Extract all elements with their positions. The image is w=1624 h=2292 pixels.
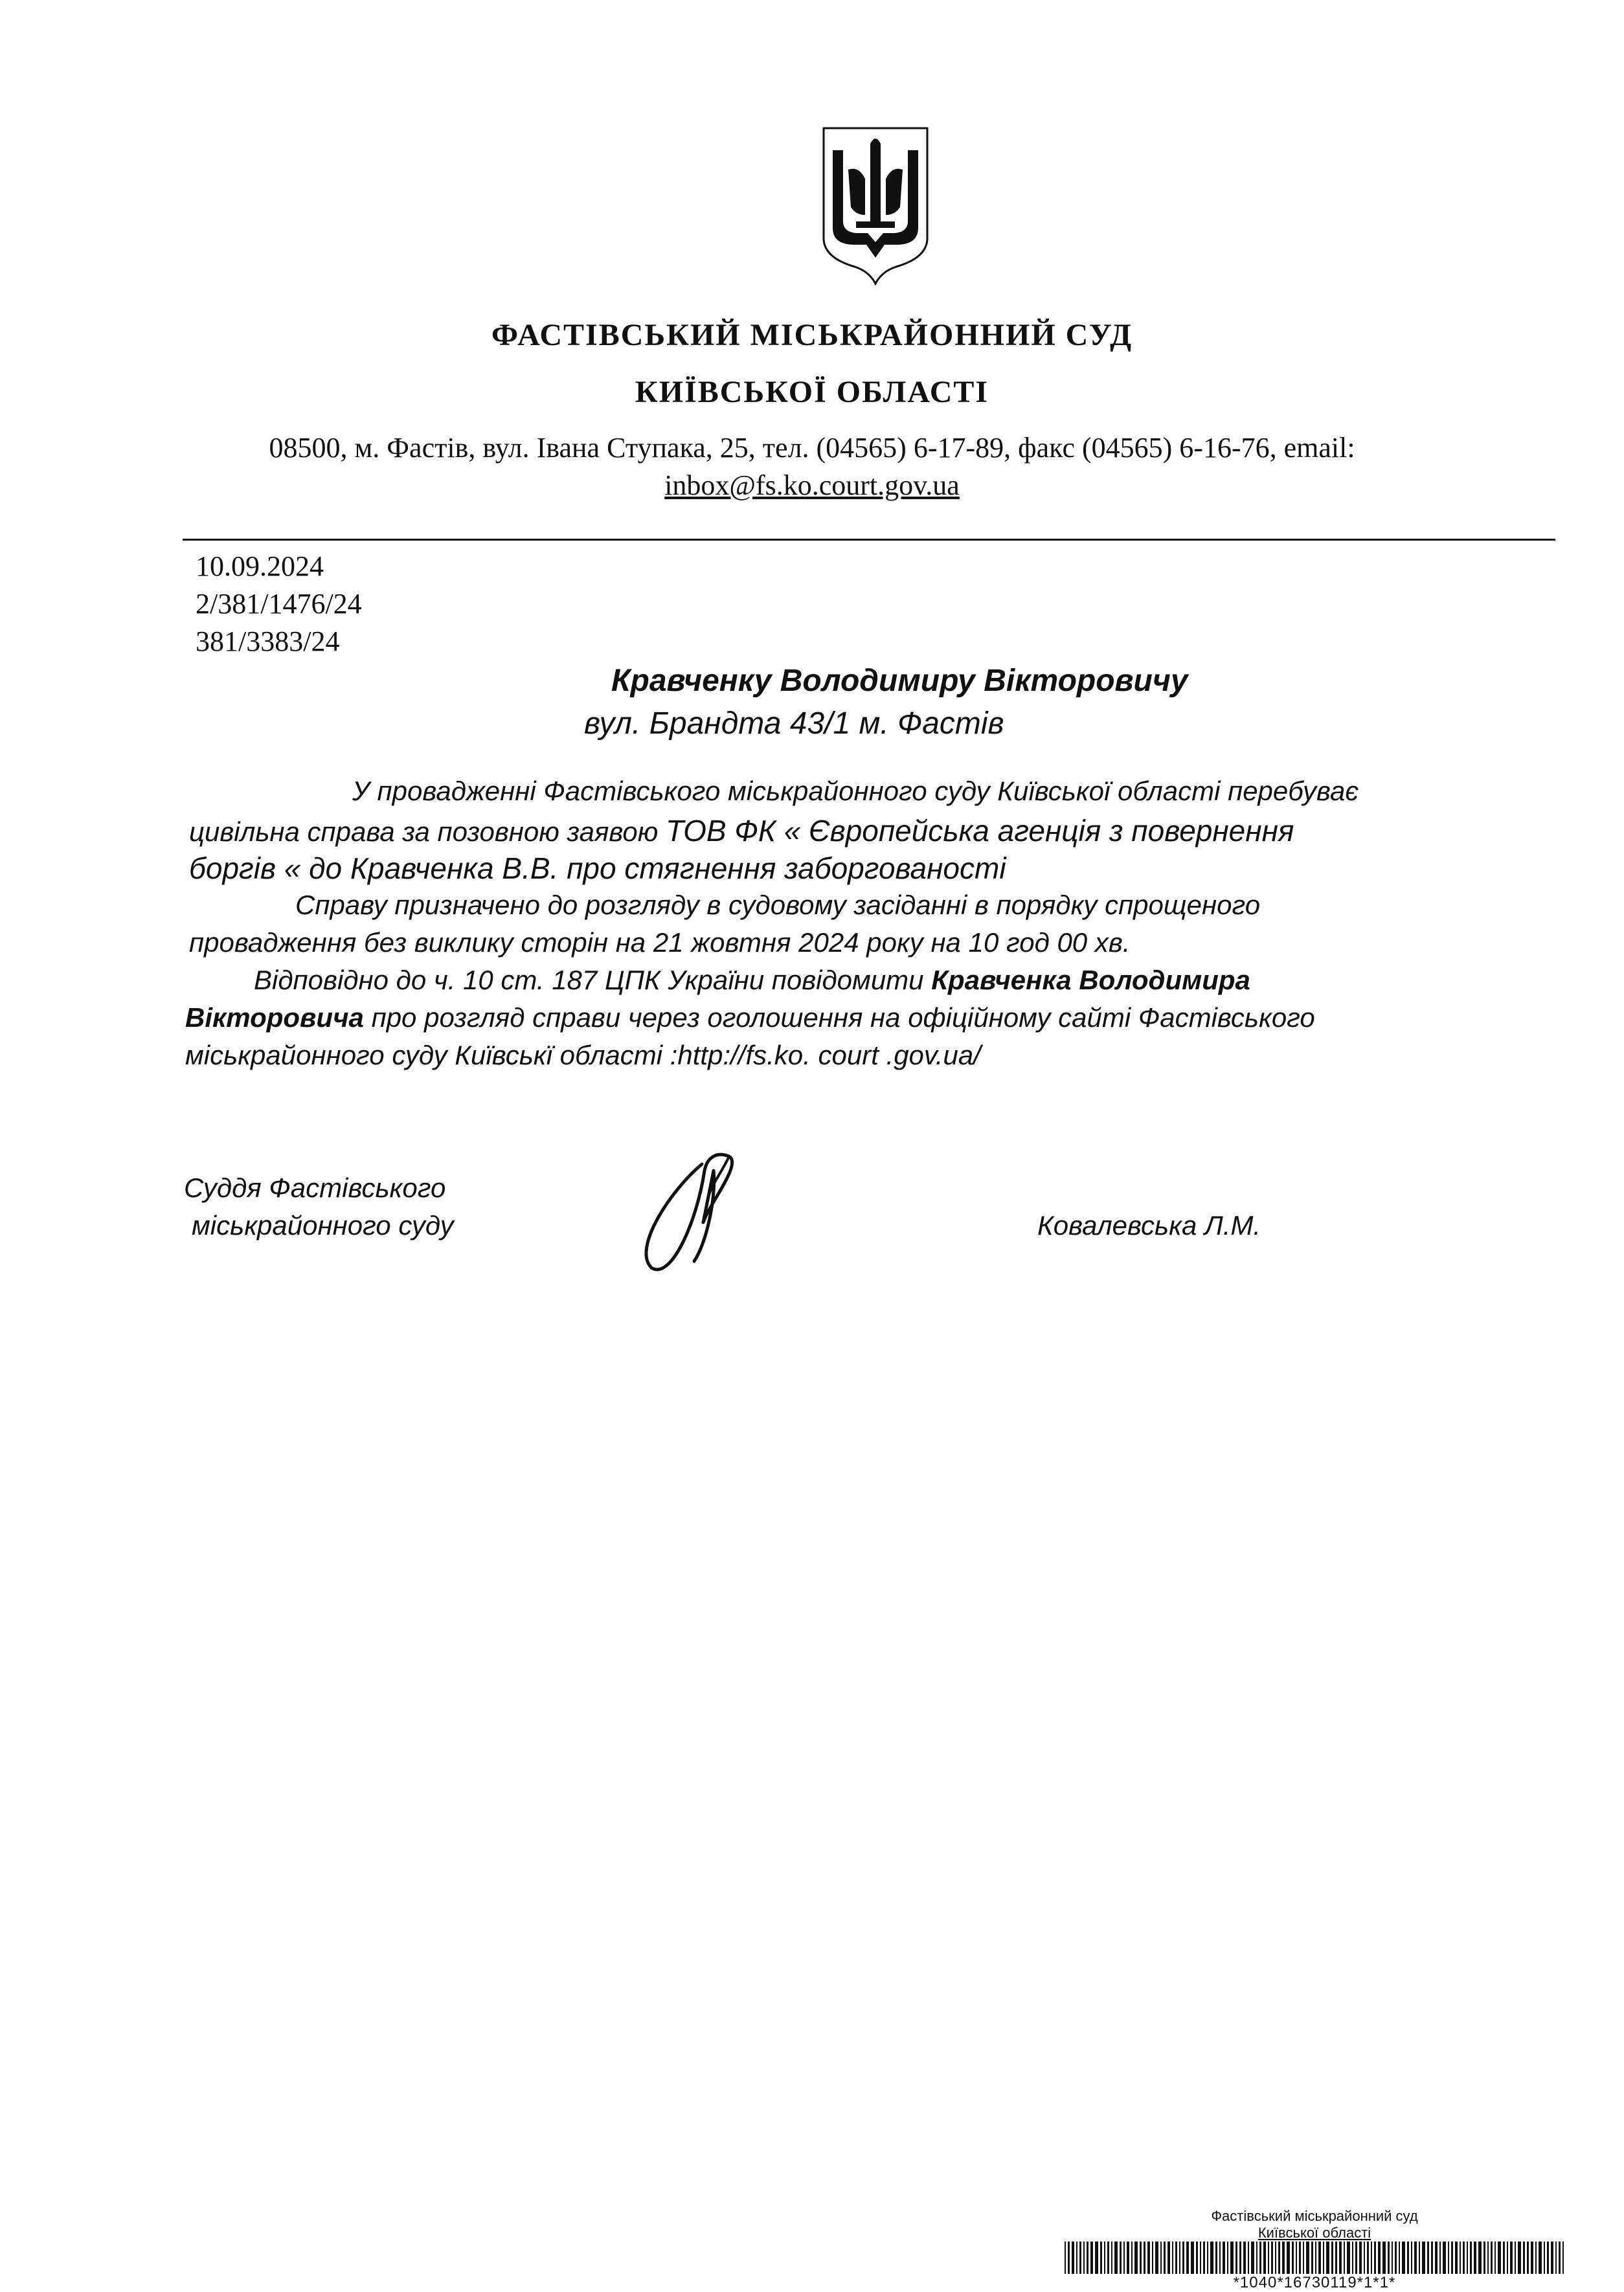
reference-number: 2/381/1476/24 bbox=[196, 588, 362, 620]
body-line-6 bbox=[254, 965, 1250, 996]
barcode-bar bbox=[1359, 2241, 1362, 2274]
barcode-bar bbox=[1152, 2241, 1153, 2274]
barcode-bar bbox=[1303, 2241, 1304, 2274]
barcode-bar bbox=[1364, 2241, 1365, 2274]
addressee-address: вул. Брандта 43/1 м. Фастів bbox=[584, 706, 1004, 741]
barcode-bar bbox=[1203, 2241, 1205, 2274]
court-name: ФАСТІВСЬКИЙ МІСЬКРАЙОННИЙ СУД bbox=[491, 318, 1133, 352]
barcode-bar bbox=[1072, 2241, 1074, 2274]
barcode-bar bbox=[1331, 2241, 1333, 2274]
barcode-bar bbox=[1191, 2241, 1194, 2274]
barcode-bar bbox=[1111, 2241, 1112, 2274]
barcode-bar bbox=[1100, 2241, 1102, 2274]
barcode-bar bbox=[1323, 2241, 1324, 2274]
barcode-bar bbox=[1402, 2241, 1405, 2274]
barcode-bar bbox=[1210, 2241, 1213, 2274]
barcode-bar bbox=[1411, 2241, 1412, 2274]
barcode-bar bbox=[1547, 2241, 1549, 2274]
barcode-bar bbox=[1292, 2241, 1294, 2274]
stamp-region: Київської області bbox=[1257, 2225, 1371, 2241]
barcode-bar bbox=[1435, 2241, 1438, 2274]
barcode-bar bbox=[1263, 2241, 1266, 2274]
barcode-bar bbox=[1282, 2241, 1285, 2274]
barcode-bar bbox=[1311, 2241, 1313, 2274]
barcode-bar bbox=[1268, 2241, 1269, 2274]
barcode-bar bbox=[1378, 2241, 1381, 2274]
body-line-7 bbox=[185, 1002, 1315, 1033]
barcode-bar bbox=[1467, 2241, 1468, 2274]
defendant-patronymic-bold: Вікторовича bbox=[185, 1002, 364, 1033]
defendant-name-bold: Кравченка Володимира bbox=[931, 965, 1250, 995]
barcode-bar bbox=[1083, 2241, 1085, 2274]
barcode-bar bbox=[1483, 2241, 1485, 2274]
case-number: 381/3383/24 bbox=[196, 625, 340, 657]
signature-position bbox=[184, 1169, 454, 1244]
barcode-bar bbox=[1510, 2241, 1513, 2274]
barcode-bar bbox=[1131, 2241, 1133, 2274]
barcode-bar bbox=[1427, 2241, 1429, 2274]
barcode-bar bbox=[1388, 2241, 1390, 2274]
barcode-bar bbox=[1335, 2241, 1337, 2274]
barcode-bar bbox=[1539, 2241, 1542, 2274]
barcode-bar bbox=[1259, 2241, 1261, 2274]
barcode-bar bbox=[1196, 2241, 1198, 2274]
body-line-5: провадження без виклику сторін на 21 жовтня 2024 року на 10 год 00 хв. bbox=[189, 927, 1131, 958]
barcode-bar bbox=[1414, 2241, 1417, 2274]
barcode-bar bbox=[1256, 2241, 1257, 2274]
barcode-bar bbox=[1235, 2241, 1237, 2274]
barcode-bar bbox=[1306, 2241, 1309, 2274]
barcode-bar bbox=[1172, 2241, 1173, 2274]
letter-date: 10.09.2024 bbox=[196, 550, 324, 582]
barcode-bar bbox=[1186, 2241, 1189, 2274]
barcode-bar bbox=[1230, 2241, 1234, 2274]
reference-block bbox=[196, 548, 362, 660]
coat-of-arms bbox=[820, 124, 931, 286]
barcode-bar bbox=[1227, 2241, 1228, 2274]
barcode-bar bbox=[1339, 2241, 1342, 2274]
court-email-link[interactable]: inbox@fs.ko.court.gov.ua bbox=[664, 469, 960, 501]
barcode-bar bbox=[1470, 2241, 1472, 2274]
barcode-bar bbox=[1160, 2241, 1162, 2274]
body-line-4: Справу призначено до розгляду в судовому засіданні в порядку спрощеного bbox=[295, 890, 1261, 920]
barcode bbox=[1062, 2241, 1567, 2274]
stamp-court-name: Фастівський міськрайонний суд bbox=[1211, 2208, 1418, 2224]
signature-position-line-2: міськрайонного суду bbox=[192, 1210, 454, 1241]
barcode-bar bbox=[1352, 2241, 1353, 2274]
body-line-6-start: Відповідно до ч. 10 ст. 187 ЦПК України повідомити bbox=[254, 965, 932, 995]
barcode-bar bbox=[1326, 2241, 1329, 2274]
barcode-bar bbox=[1239, 2241, 1241, 2274]
body-line-8: міськрайонного суду Київськї області :http://fs.ko. court .gov.ua/ bbox=[185, 1040, 981, 1070]
signature-position-line-1: Суддя Фастівського bbox=[184, 1173, 446, 1203]
barcode-bar bbox=[1315, 2241, 1316, 2274]
barcode-bar bbox=[1491, 2241, 1493, 2274]
barcode-bar bbox=[1371, 2241, 1372, 2274]
barcode-bar bbox=[1318, 2241, 1321, 2274]
barcode-bar bbox=[1164, 2241, 1166, 2274]
barcode-bar bbox=[1344, 2241, 1345, 2274]
barcode-bar bbox=[1207, 2241, 1208, 2274]
barcode-bar bbox=[1068, 2241, 1070, 2274]
barcode-bar bbox=[1120, 2241, 1122, 2274]
barcode-bar bbox=[1147, 2241, 1150, 2274]
barcode-bar bbox=[1460, 2241, 1461, 2274]
barcode-bar bbox=[1182, 2241, 1184, 2274]
handwritten-signature bbox=[632, 1145, 774, 1274]
barcode-bar bbox=[1127, 2241, 1129, 2274]
barcode-bar bbox=[1299, 2241, 1301, 2274]
barcode-bar bbox=[1494, 2241, 1496, 2274]
body-line-1: У провадженні Фастівського міськрайонного суду Київської області перебуває bbox=[352, 776, 1359, 806]
header-divider bbox=[183, 539, 1555, 541]
barcode-bar bbox=[1087, 2241, 1088, 2274]
body-line-2-start: цивільна справа за позовною заявою bbox=[189, 816, 666, 847]
barcode-bar bbox=[1562, 2241, 1564, 2274]
barcode-bar bbox=[1399, 2241, 1400, 2274]
barcode-bar bbox=[1487, 2241, 1489, 2274]
court-address: 08500, м. Фастів, вул. Івана Ступака, 25, тел. (04565) 6-17-89, факс (04565) 6-16-76, email: bbox=[269, 432, 1355, 464]
barcode-bar bbox=[1271, 2241, 1273, 2274]
court-email-line bbox=[0, 469, 1624, 502]
claimant-name: ТОВ ФК « Європейська агенція з повернення bbox=[665, 814, 1294, 848]
barcode-bar bbox=[1107, 2241, 1109, 2274]
barcode-bar bbox=[1215, 2241, 1217, 2274]
barcode-bar bbox=[1382, 2241, 1386, 2274]
barcode-bar bbox=[1422, 2241, 1425, 2274]
barcode-bar bbox=[1104, 2241, 1105, 2274]
barcode-bar bbox=[1065, 2241, 1066, 2274]
barcode-bar bbox=[1114, 2241, 1118, 2274]
barcode-bar bbox=[1407, 2241, 1409, 2274]
barcode-bar bbox=[1515, 2241, 1516, 2274]
court-region: КИЇВСЬКОЇ ОБЛАСТІ bbox=[635, 375, 989, 409]
barcode-bar bbox=[1287, 2241, 1290, 2274]
barcode-bar bbox=[1219, 2241, 1221, 2274]
barcode-bar bbox=[1167, 2241, 1170, 2274]
barcode-bar bbox=[1090, 2241, 1093, 2274]
barcode-bar bbox=[1474, 2241, 1476, 2274]
barcode-bar bbox=[1243, 2241, 1246, 2274]
barcode-bar bbox=[1523, 2241, 1525, 2274]
barcode-bar bbox=[1443, 2241, 1446, 2274]
barcode-bar bbox=[1431, 2241, 1433, 2274]
barcode-bar bbox=[1419, 2241, 1420, 2274]
barcode-bar bbox=[1200, 2241, 1201, 2274]
barcode-bar bbox=[1179, 2241, 1180, 2274]
barcode-bar bbox=[1531, 2241, 1533, 2274]
barcode-bar bbox=[1223, 2241, 1225, 2274]
barcode-bar bbox=[1559, 2241, 1561, 2274]
barcode-bar bbox=[1175, 2241, 1177, 2274]
barcode-bar bbox=[1503, 2241, 1505, 2274]
barcode-bar bbox=[1518, 2241, 1521, 2274]
barcode-bar bbox=[1367, 2241, 1369, 2274]
barcode-bar bbox=[1455, 2241, 1458, 2274]
barcode-bar bbox=[1451, 2241, 1453, 2274]
barcode-bar bbox=[1296, 2241, 1297, 2274]
barcode-bar bbox=[1275, 2241, 1276, 2274]
barcode-bar bbox=[1248, 2241, 1249, 2274]
barcode-bar bbox=[1347, 2241, 1350, 2274]
barcode-bar bbox=[1355, 2241, 1357, 2274]
barcode-bar bbox=[1527, 2241, 1529, 2274]
barcode-bar bbox=[1463, 2241, 1465, 2274]
judge-name: Ковалевська Л.М. bbox=[1037, 1210, 1261, 1241]
barcode-bar bbox=[1498, 2241, 1501, 2274]
barcode-bar bbox=[1155, 2241, 1158, 2274]
barcode-code: *1040*16730119*1*1* bbox=[1233, 2274, 1396, 2291]
registration-stamp bbox=[1062, 2208, 1567, 2292]
barcode-bar bbox=[1392, 2241, 1393, 2274]
barcode-bar bbox=[1374, 2241, 1376, 2274]
barcode-bar bbox=[1478, 2241, 1482, 2274]
barcode-bar bbox=[1076, 2241, 1077, 2274]
barcode-bar bbox=[1507, 2241, 1508, 2274]
barcode-bar bbox=[1535, 2241, 1537, 2274]
body-line-2 bbox=[189, 813, 1294, 848]
barcode-bar bbox=[1134, 2241, 1138, 2274]
barcode-bar bbox=[1439, 2241, 1441, 2274]
barcode-bar bbox=[1144, 2241, 1145, 2274]
barcode-bar bbox=[1448, 2241, 1449, 2274]
barcode-bar bbox=[1544, 2241, 1545, 2274]
addressee-name: Кравченку Володимиру Вікторовичу bbox=[611, 664, 1188, 698]
body-line-3: боргів « до Кравченка В.В. про стягнення заборгованості bbox=[189, 851, 1006, 885]
barcode-bar bbox=[1140, 2241, 1142, 2274]
barcode-bar bbox=[1123, 2241, 1125, 2274]
barcode-bar bbox=[1278, 2241, 1280, 2274]
barcode-bar bbox=[1395, 2241, 1397, 2274]
barcode-bar bbox=[1251, 2241, 1254, 2274]
barcode-bar bbox=[1095, 2241, 1098, 2274]
barcode-bar bbox=[1555, 2241, 1557, 2274]
barcode-bar bbox=[1079, 2241, 1081, 2274]
barcode-bar bbox=[1551, 2241, 1553, 2274]
body-line-7-rest: про розгляд справи через оголошення на офіційному сайті Фастівського bbox=[363, 1002, 1315, 1033]
